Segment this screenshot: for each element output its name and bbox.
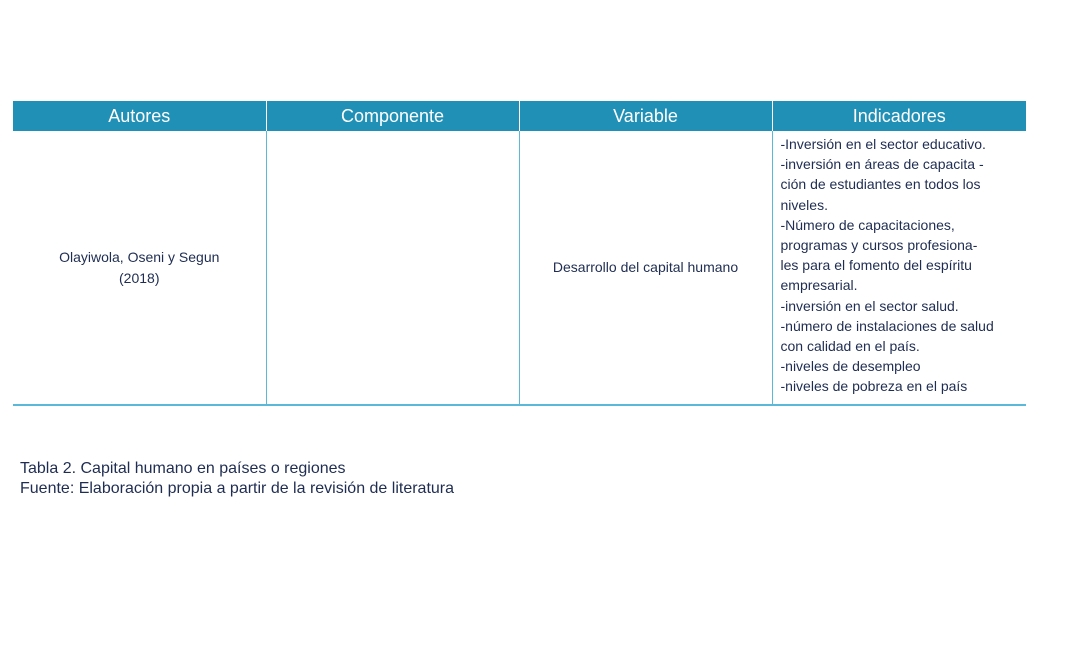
header-autores: Autores	[13, 101, 266, 131]
table-caption	[20, 459, 454, 499]
indicator-line: programas y cursos profesiona-	[780, 237, 978, 254]
header-indicadores: Indicadores	[772, 101, 1026, 131]
indicator-line: -inversión en áreas de capacita -	[780, 156, 984, 173]
indicator-line: niveles.	[780, 196, 828, 213]
indicator-line: ción de estudiantes en todos los	[780, 176, 981, 193]
indicator-line: -Número de capacitaciones,	[780, 216, 955, 233]
indicator-line: -Inversión en el sector educativo.	[780, 136, 986, 152]
cell-componente	[266, 131, 519, 405]
table-row	[13, 131, 1026, 405]
indicator-line: empresarial.	[780, 277, 858, 294]
caption-title: Tabla 2. Capital humano en países o regiones	[20, 460, 346, 477]
header-variable: Variable	[519, 101, 772, 131]
indicator-line: les para el fomento del espíritu	[780, 257, 972, 274]
cell-indicadores	[772, 131, 1026, 405]
indicator-line: -número de instalaciones de salud	[780, 317, 994, 334]
indicator-line: -niveles de desempleo	[780, 358, 921, 375]
table-header-row	[13, 101, 1026, 131]
indicator-line: -niveles de pobreza en el país	[780, 378, 968, 395]
cell-variable: Desarrollo del capital humano	[519, 131, 772, 405]
literature-table	[13, 101, 1026, 406]
header-componente: Componente	[266, 101, 519, 131]
indicator-line: -inversión en el sector salud.	[780, 297, 959, 314]
indicator-line: con calidad en el país.	[780, 338, 920, 355]
cell-autores	[13, 131, 266, 405]
literature-table-container	[13, 101, 1026, 406]
autores-year: (2018)	[119, 269, 160, 286]
caption-source: Fuente: Elaboración propia a partir de la revisión de literatura	[20, 480, 455, 497]
autores-names: Olayiwola, Oseni y Segun	[59, 249, 220, 266]
